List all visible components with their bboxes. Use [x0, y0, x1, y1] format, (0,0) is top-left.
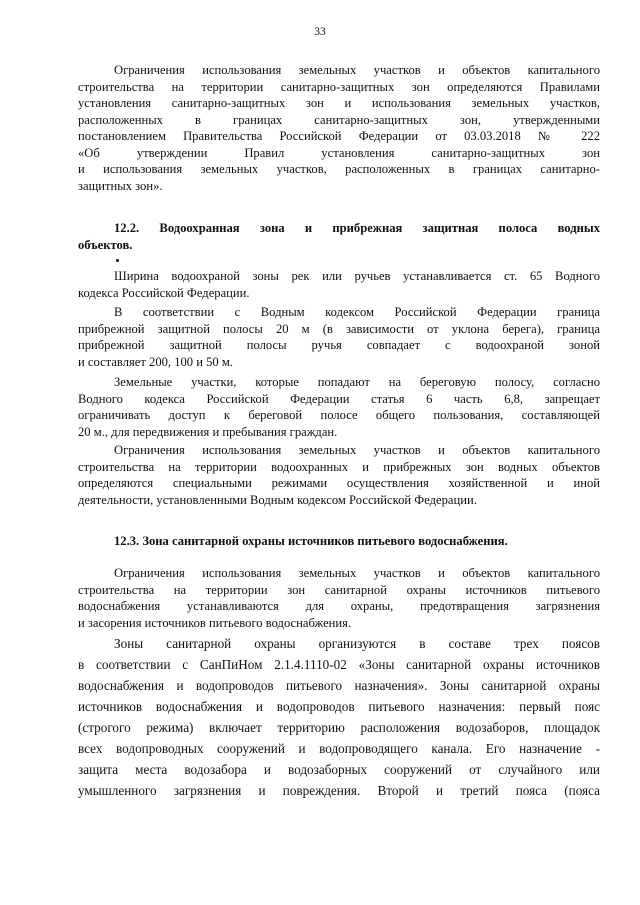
- text-line: установления санитарно-защитных зон и использования земельных участков,: [78, 96, 600, 110]
- paragraph-land-plots-shoreline: [78, 374, 600, 440]
- text-line: постановлением Правительства Российской Федерации от 03.03.2018 № 222: [78, 129, 600, 143]
- stray-dot-mark: [116, 259, 119, 262]
- heading-line: 12.3. Зона санитарной охраны источников питьевого водоснабжения.: [114, 534, 508, 548]
- text-line: В соответствии с Водным кодексом Российской Федерации граница: [114, 305, 600, 319]
- text-line: Зоны санитарной охраны организуются в составе трех поясов: [114, 636, 600, 651]
- text-line: и составляет 200, 100 и 50 м.: [78, 354, 233, 369]
- paragraph-water-protection-width: [78, 268, 600, 301]
- paragraph-coastal-strip: [78, 304, 600, 370]
- text-line: Ограничения использования земельных участков и объектов капитального: [114, 63, 600, 77]
- text-line: кодекса Российской Федерации.: [78, 285, 250, 300]
- text-line: прибрежной защитной полосы 20 м (в зависимости от уклона берега), граница: [78, 321, 600, 336]
- text-line: водоснабжения и водопроводов питьевого назначения». Зоны санитарной охраны: [78, 678, 600, 693]
- text-line: и засорения источников питьевого водоснабжения.: [78, 615, 352, 630]
- paragraph-sanitary-protection-restrictions: [78, 565, 600, 631]
- heading-line: объектов.: [78, 237, 133, 252]
- text-line: (строгого режима) включает территорию расположения водозаборов, площадок: [78, 720, 600, 735]
- text-line: всех водопроводных сооружений и водопроводящего канала. Его назначение -: [78, 741, 600, 756]
- heading-12-3: [78, 533, 600, 550]
- text-line: строительства на территории зон санитарной охраны источников питьевого: [78, 582, 600, 597]
- paragraph-sanitary-zone-belts: [78, 633, 600, 801]
- text-line: Ограничения использования земельных участков и объектов капитального: [114, 443, 600, 457]
- text-line: водоснабжения устанавливаются для охраны, предотвращения загрязнения: [78, 599, 600, 613]
- text-line: Земельные участки, которые попадают на береговую полосу, согласно: [114, 375, 600, 389]
- text-line: определяются специальными режимами осуществления хозяйственной и иной: [78, 476, 600, 490]
- text-line: строительства на территории санитарно-защитных зон определяются Правилами: [78, 79, 600, 94]
- text-line: Водного кодекса Российской Федерации статья 6 часть 6,8, запрещает: [78, 391, 600, 406]
- text-line: прибрежной защитной полосы ручья совпадает с водоохраной зоной: [78, 338, 600, 352]
- text-line: источников водоснабжения и водопроводов питьевого назначения: первый пояс: [78, 699, 600, 714]
- text-line: строительства на территории водоохранных и прибрежных зон водных объектов: [78, 459, 600, 474]
- heading-line: 12.2. Водоохранная зона и прибрежная защитная полоса водных: [114, 221, 600, 235]
- text-line: и использования земельных участков, расположенных в границах санитарно-: [78, 162, 600, 176]
- heading-12-2: [78, 220, 600, 253]
- text-line: Ограничения использования земельных участков и объектов капитального: [114, 566, 600, 580]
- page-number: 33: [314, 26, 326, 38]
- text-line: защита места водозабора и водозаборных сооружений от случайного или: [78, 762, 600, 777]
- paragraph-restrictions-sanitary-zones: [78, 62, 600, 194]
- text-line: защитных зон».: [78, 178, 163, 193]
- text-line: Ширина водоохраной зоны рек или ручьев устанавливается ст. 65 Водного: [114, 269, 600, 283]
- text-line: умышленного загрязнения и повреждения. Второй и третий пояса (пояса: [78, 783, 600, 798]
- text-line: 20 м., для передвижения и пребывания граждан.: [78, 424, 338, 439]
- text-line: ограничивать доступ к береговой полосе общего пользования, составляющей: [78, 408, 600, 422]
- text-line: деятельности, установленными Водным кодексом Российской Федерации.: [78, 492, 477, 507]
- text-line: в соответствии с СанПиНом 2.1.4.1110-02 «Зоны санитарной охраны источников: [78, 657, 600, 672]
- text-line: «Об утверждении Правил установления санитарно-защитных зон: [78, 145, 600, 160]
- text-line: расположенных в границах санитарно-защитных зон, утвержденными: [78, 112, 600, 127]
- paragraph-water-protection-restrictions: [78, 442, 600, 508]
